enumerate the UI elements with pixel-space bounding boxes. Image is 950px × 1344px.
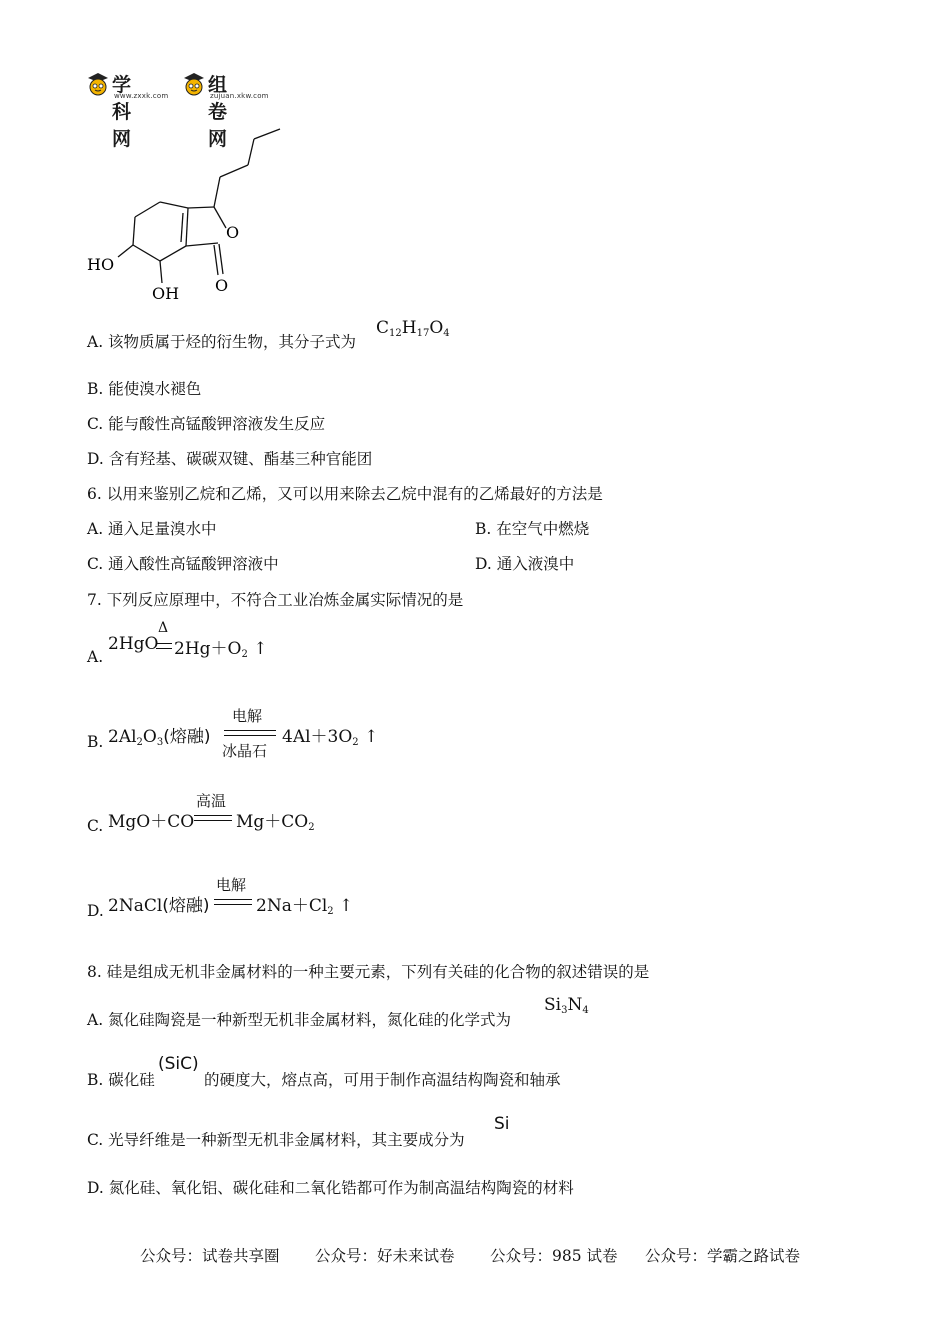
- q6-option-d: D. 通入液溴中: [475, 555, 575, 573]
- q7-option-d-right: $2Na+Cl_2$ ↑: [256, 896, 354, 917]
- footer-account-4: 公众号：学霸之路试卷: [645, 1247, 801, 1265]
- footer-account-3: 公众号：985 试卷: [490, 1247, 618, 1265]
- q7-option-a-letter: A.: [87, 648, 104, 666]
- q5-formula: $C_{12}H_{17}O_4$: [376, 318, 450, 339]
- high-temp-condition: 高温: [196, 792, 227, 810]
- q7-option-d-left: 2NaCl(熔融): [108, 896, 210, 916]
- heat-condition: Δ: [158, 620, 169, 636]
- q5-option-a-text: A. 该物质属于烃的衍生物，其分子式为: [87, 333, 357, 351]
- hydroxyl-label-1: HO: [87, 255, 115, 274]
- ring-oxygen-label: O: [226, 223, 240, 242]
- q8-option-b-prefix: B. 碳化硅: [87, 1071, 155, 1089]
- q8-c-formula: Si: [494, 1114, 510, 1134]
- q6-option-a: A. 通入足量溴水中: [87, 520, 217, 538]
- mascot-icon: [86, 72, 110, 96]
- molecule-structure: [80, 125, 300, 305]
- q7-option-a-right: $2Hg+O_2$ ↑: [174, 639, 268, 660]
- equals-sign: [224, 730, 276, 736]
- logo-url-1: www.zxxk.com: [114, 92, 169, 100]
- q6-stem: 6. 以用来鉴别乙烷和乙烯，又可以用来除去乙烷中混有的乙烯最好的方法是: [87, 485, 603, 503]
- q8-b-formula: (SiC): [158, 1054, 199, 1074]
- carbonyl-oxygen-label: O: [215, 276, 229, 295]
- q7-option-b-left: $2Al_2O_3$(熔融): [108, 727, 211, 748]
- q7-option-b-letter: B.: [87, 733, 104, 751]
- q7-option-d-letter: D.: [87, 902, 104, 920]
- q6-option-b: B. 在空气中燃烧: [475, 520, 590, 538]
- q8-option-a: A. 氮化硅陶瓷是一种新型无机非金属材料，氮化硅的化学式为: [87, 1011, 512, 1029]
- logo-name-1: 学科网: [112, 74, 132, 150]
- q7-option-c-left: MgO＋CO: [108, 812, 195, 832]
- q8-option-d: D. 氮化硅、氧化铝、碳化硅和二氧化锆都可作为制高温结构陶瓷的材料: [87, 1179, 574, 1197]
- q6-option-c: C. 通入酸性高锰酸钾溶液中: [87, 555, 279, 573]
- equals-sign: [194, 815, 232, 821]
- q7-option-c-right: $Mg+CO_2$: [236, 812, 315, 833]
- q8-a-formula: $Si_3N_4$: [544, 995, 589, 1016]
- footer-account-2: 公众号：好未来试卷: [315, 1247, 455, 1265]
- q7-option-b-right: $4Al+3O_2$ ↑: [282, 727, 379, 748]
- q7-stem: 7. 下列反应原理中，不符合工业冶炼金属实际情况的是: [87, 591, 464, 609]
- q5-option-d: D. 含有羟基、碳碳双键、酯基三种官能团: [87, 450, 373, 468]
- cryolite-condition: 冰晶石: [222, 742, 268, 760]
- q7-option-c-letter: C.: [87, 817, 104, 835]
- q7-option-a-left: 2HgO: [108, 634, 159, 654]
- electrolysis-condition: 电解: [232, 707, 263, 725]
- q8-option-b-suffix: 的硬度大，熔点高，可用于制作高温结构陶瓷和轴承: [204, 1071, 561, 1089]
- mascot-icon: [182, 72, 206, 96]
- q5-option-b: B. 能使溴水褪色: [87, 380, 202, 398]
- logo-name-2: 组卷网: [208, 74, 228, 150]
- equals-sign: [214, 899, 252, 905]
- logo-url-2: zujuan.xkw.com: [210, 92, 269, 100]
- footer-account-1: 公众号：试卷共享圈: [140, 1247, 280, 1265]
- q5-option-c: C. 能与酸性高锰酸钾溶液发生反应: [87, 415, 326, 433]
- hydroxyl-label-2: OH: [152, 284, 180, 303]
- electrolysis-condition: 电解: [216, 876, 247, 894]
- q8-option-c: C. 光导纤维是一种新型无机非金属材料，其主要成分为: [87, 1131, 465, 1149]
- equals-sign: [156, 643, 172, 649]
- q5-option-a: [87, 330, 356, 352]
- q8-stem: 8. 硅是组成无机非金属材料的一种主要元素，下列有关硅的化合物的叙述错误的是: [87, 963, 650, 981]
